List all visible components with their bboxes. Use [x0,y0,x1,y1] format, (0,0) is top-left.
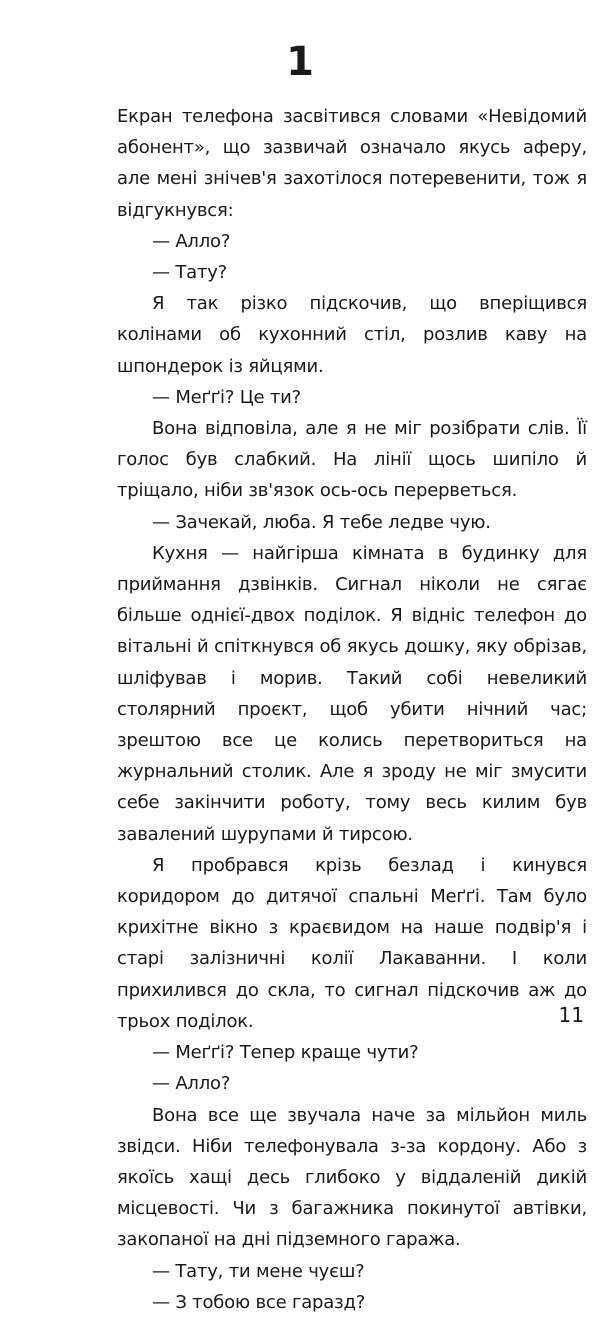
paragraph: Я пробрався крізь безлад і кинувся коридором до дитячої спальні Меґґі. Там було крихітне вікно з краєвидом на наше подвір'я і старі залізничні колії Лакаванни. І коли прихилився до скла, то сигнал підскочив аж до трьох поділок. [117,854,587,1032]
paragraph: — Меґґі? Це ти? [152,386,302,408]
paragraph: — Алло? [152,1073,231,1095]
paragraph: Екран телефона засвітився словами «Невідомий абонент», що зазвичай означало якусь аферу, але мені знічев'я захотілося потеревенити, тож я відгукнувся: [117,106,587,221]
chapter-number: 1 [286,39,314,85]
page-number: 11 [558,1003,584,1027]
paragraph: — Меґґі? Тепер краще чути? [152,1042,419,1064]
paragraph: — Тату, ти мене чуєш? [152,1260,365,1282]
paragraph: Кухня — найгірша кімната в будинку для приймання дзвінків. Сигнал ніколи не сягає більше однієї-двох поділок. Я відніс телефон до вітальні й спіткнувся об якусь дошку, яку обрізав, шліфував і морив. Такий собі невеликий столярний проєкт, щоб убити нічний час; зрештою все це колись перетвориться на журнальний столик. Але я зроду не міг змусити себе закінчити роботу, тому весь килим був завалений шурупами й тирсою. [117,542,587,845]
paragraph: — Тату? [152,262,228,284]
paragraph: Вона відповіла, але я не міг розібрати слів. Її голос був слабкий. На лінії щось шипіло й тріщало, ніби зв'язок ось-ось перерветься. [117,418,587,502]
chapter-text [117,101,587,1318]
paragraph: — Зачекай, люба. Я тебе ледве чую. [152,511,491,533]
paragraph: Я так різко підскочив, що вперіщився колінами об кухонний стіл, розлив каву на шпондерок із яйцями. [117,293,587,377]
paragraph: — З тобою все гаразд? [152,1291,366,1313]
paragraph: Вона все ще звучала наче за мільйон миль звідси. Ніби телефонувала з-за кордону. Або з якоїсь хащі десь глибоко у віддаленій дикій місцевості. Чи з багажника покинутої автівки, закопаної на дні підземного гаража. [117,1104,587,1251]
paragraph: — Алло? [152,230,231,252]
